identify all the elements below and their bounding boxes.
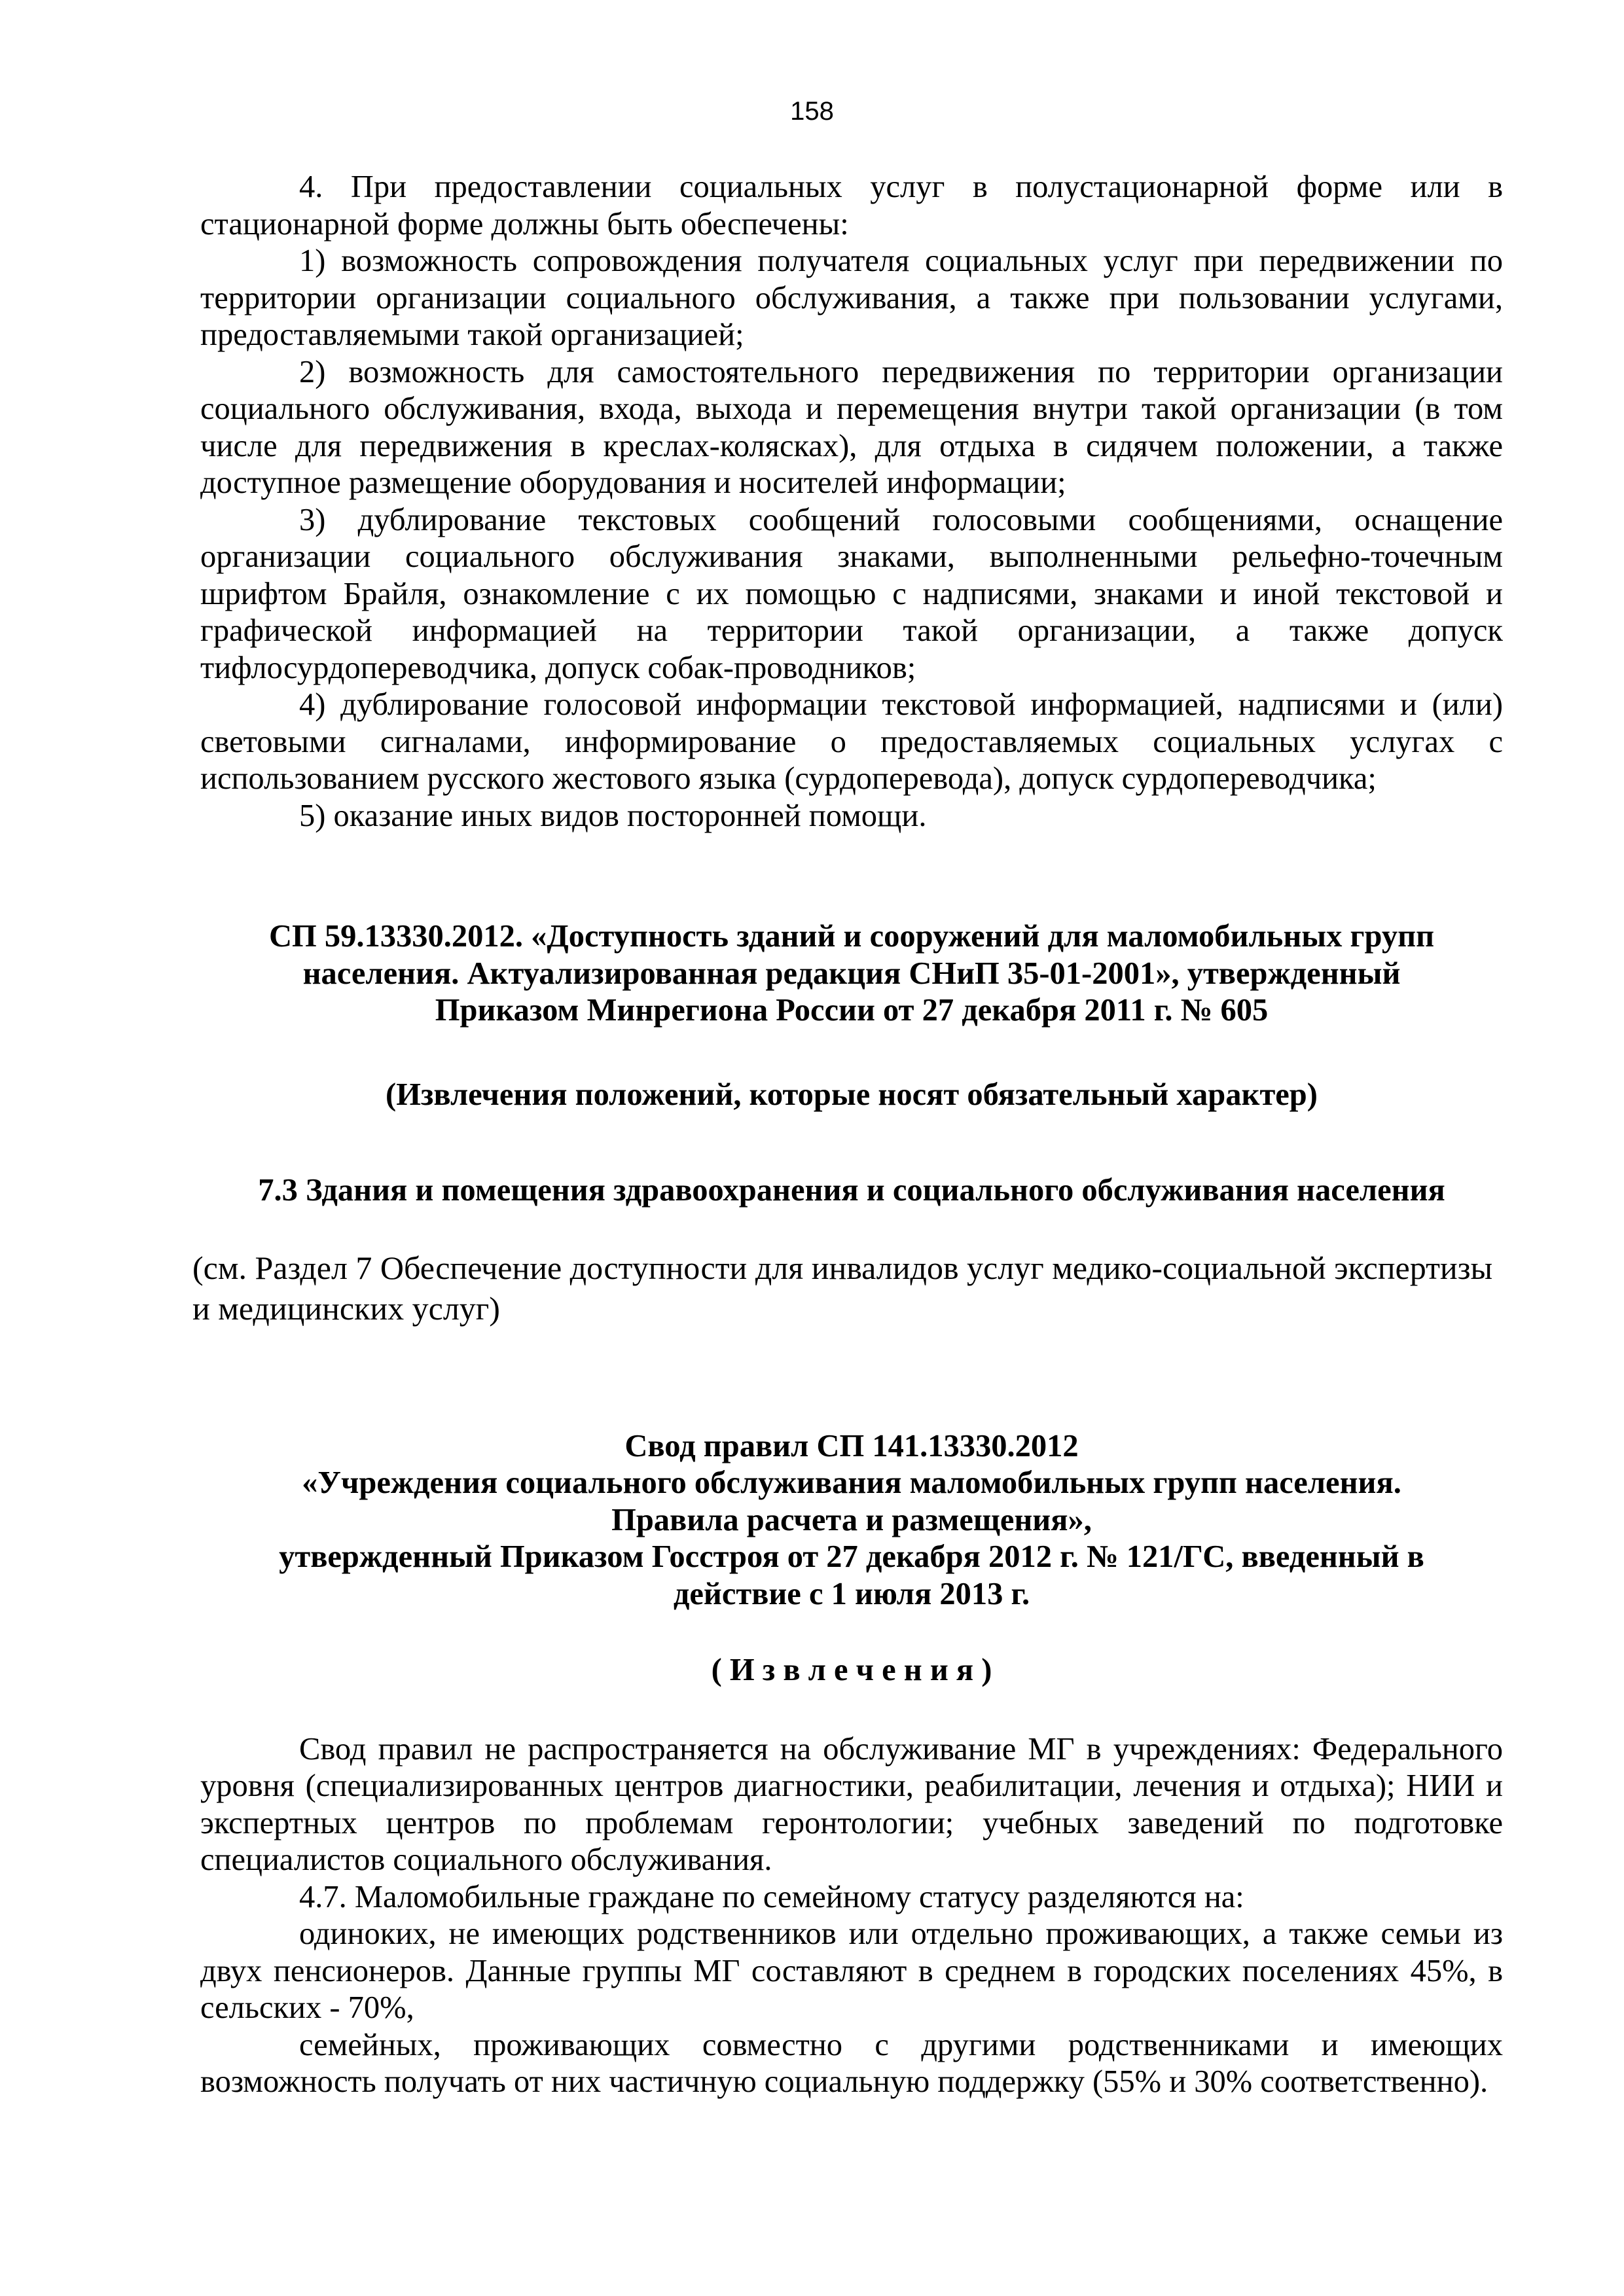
spacer <box>200 1210 1503 1247</box>
list-item-1: 1) возможность сопровождения получателя социальных услуг при передвижении по территории организации социального обслуживания, а также при пользовании услугами, предоставляемыми такой организацией; <box>200 243 1503 352</box>
paragraph-intro: 4. При предоставлении социальных услуг в полустационарной форме или в стационарной форме должны быть обеспечены: <box>200 170 1503 242</box>
section-7-3-heading: 7.3 Здания и помещения здравоохранения и социального обслуживания населения <box>258 1173 1445 1208</box>
page-number: 158 <box>790 97 834 126</box>
sp59-title-line-2: населения. Актуализированная редакция СНиП 35-01-2001», утвержденный <box>302 956 1401 991</box>
sp141-paragraph-3: одиноких, не имеющих родственников или отдельно проживающих, а также семьи из двух пенсионеров. Данные группы МГ составляют в среднем в городских поселениях 45%, в сельских - 70%, <box>200 1916 1503 2025</box>
sp59-subtitle: (Извлечения положений, которые носят обязательный характер) <box>386 1077 1318 1112</box>
list-item-2: 2) возможность для самостоятельного передвижения по территории организации социального обслуживания, входа, выхода и перемещения внутри такой организации (в том числе для передвижения в креслах-колясках), для отдыха в сидячем положении, а также доступное размещение оборудования и носителей информации; <box>200 354 1503 500</box>
see-note-line-2: и медицинских услуг) <box>192 1289 500 1327</box>
sp141-title <box>200 1428 1503 1613</box>
sp141-title-line-4: утвержденный Приказом Госстроя от 27 декабря 2012 г. № 121/ГС, введенный в <box>279 1539 1424 1574</box>
see-note <box>192 1247 1503 1329</box>
sp59-title-line-1: СП 59.13330.2012. «Доступность зданий и сооружений для маломобильных групп <box>268 919 1435 954</box>
spacer <box>200 1030 1503 1077</box>
sp141-title-line-2: «Учреждения социального обслуживания маломобильных групп населения. <box>302 1465 1401 1500</box>
sp59-title <box>200 918 1503 1030</box>
see-note-line-1: (см. Раздел 7 Обеспечение доступности для инвалидов услуг медико-социальной экспертизы <box>192 1249 1493 1286</box>
spacer <box>200 1689 1503 1731</box>
sp141-title-line-5: действие с 1 июля 2013 г. <box>673 1576 1030 1611</box>
sp141-paragraph-4: семейных, проживающих совместно с другими родственниками и имеющих возможность получать от них частичную социальную поддержку (55% и 30% соответственно). <box>200 2027 1503 2099</box>
sp59-title-line-3: Приказом Минрегиона России от 27 декабря 2011 г. № 605 <box>435 993 1269 1028</box>
spacer <box>200 1613 1503 1652</box>
spacer <box>200 834 1503 918</box>
page-content <box>192 169 1503 2101</box>
list-item-4: 4) дублирование голосовой информации текстовой информацией, надписями и (или) световыми сигналами, информирование о предоставляемых социальных услугах с использованием русского жестового языка (сурдоперевода), допуск сурдопереводчика; <box>200 687 1503 796</box>
spacer <box>200 1113 1503 1172</box>
sp141-title-line-3: Правила расчета и размещения», <box>611 1502 1092 1537</box>
sp141-paragraph-1: Свод правил не распространяется на обслуживание МГ в учреждениях: Федерального уровня (специализированных центров диагностики, реабилитации, лечения и отдыха); НИИ и экспертных центров по проблемам геронтологии; учебных заведений по подготовке специалистов социального обслуживания. <box>200 1731 1503 1877</box>
sp141-title-line-1: Свод правил СП 141.13330.2012 <box>624 1428 1079 1463</box>
list-item-5: 5) оказание иных видов посторонней помощи. <box>299 798 927 833</box>
list-item-3: 3) дублирование текстовых сообщений голосовыми сообщениями, оснащение организации социального обслуживания знаками, выполненными рельефно-точечным шрифтом Брайля, ознакомление с их помощью с надписями, знаками и иной текстовой и графической информацией на территории такой организации, а также допуск тифлосурдопереводчика, допуск собак-проводников; <box>200 502 1503 685</box>
extract-label: ( И з в л е ч е н и я ) <box>711 1653 992 1687</box>
sp141-paragraph-2: 4.7. Маломобильные граждане по семейному статусу разделяются на: <box>299 1879 1244 1914</box>
spacer <box>200 1329 1503 1428</box>
